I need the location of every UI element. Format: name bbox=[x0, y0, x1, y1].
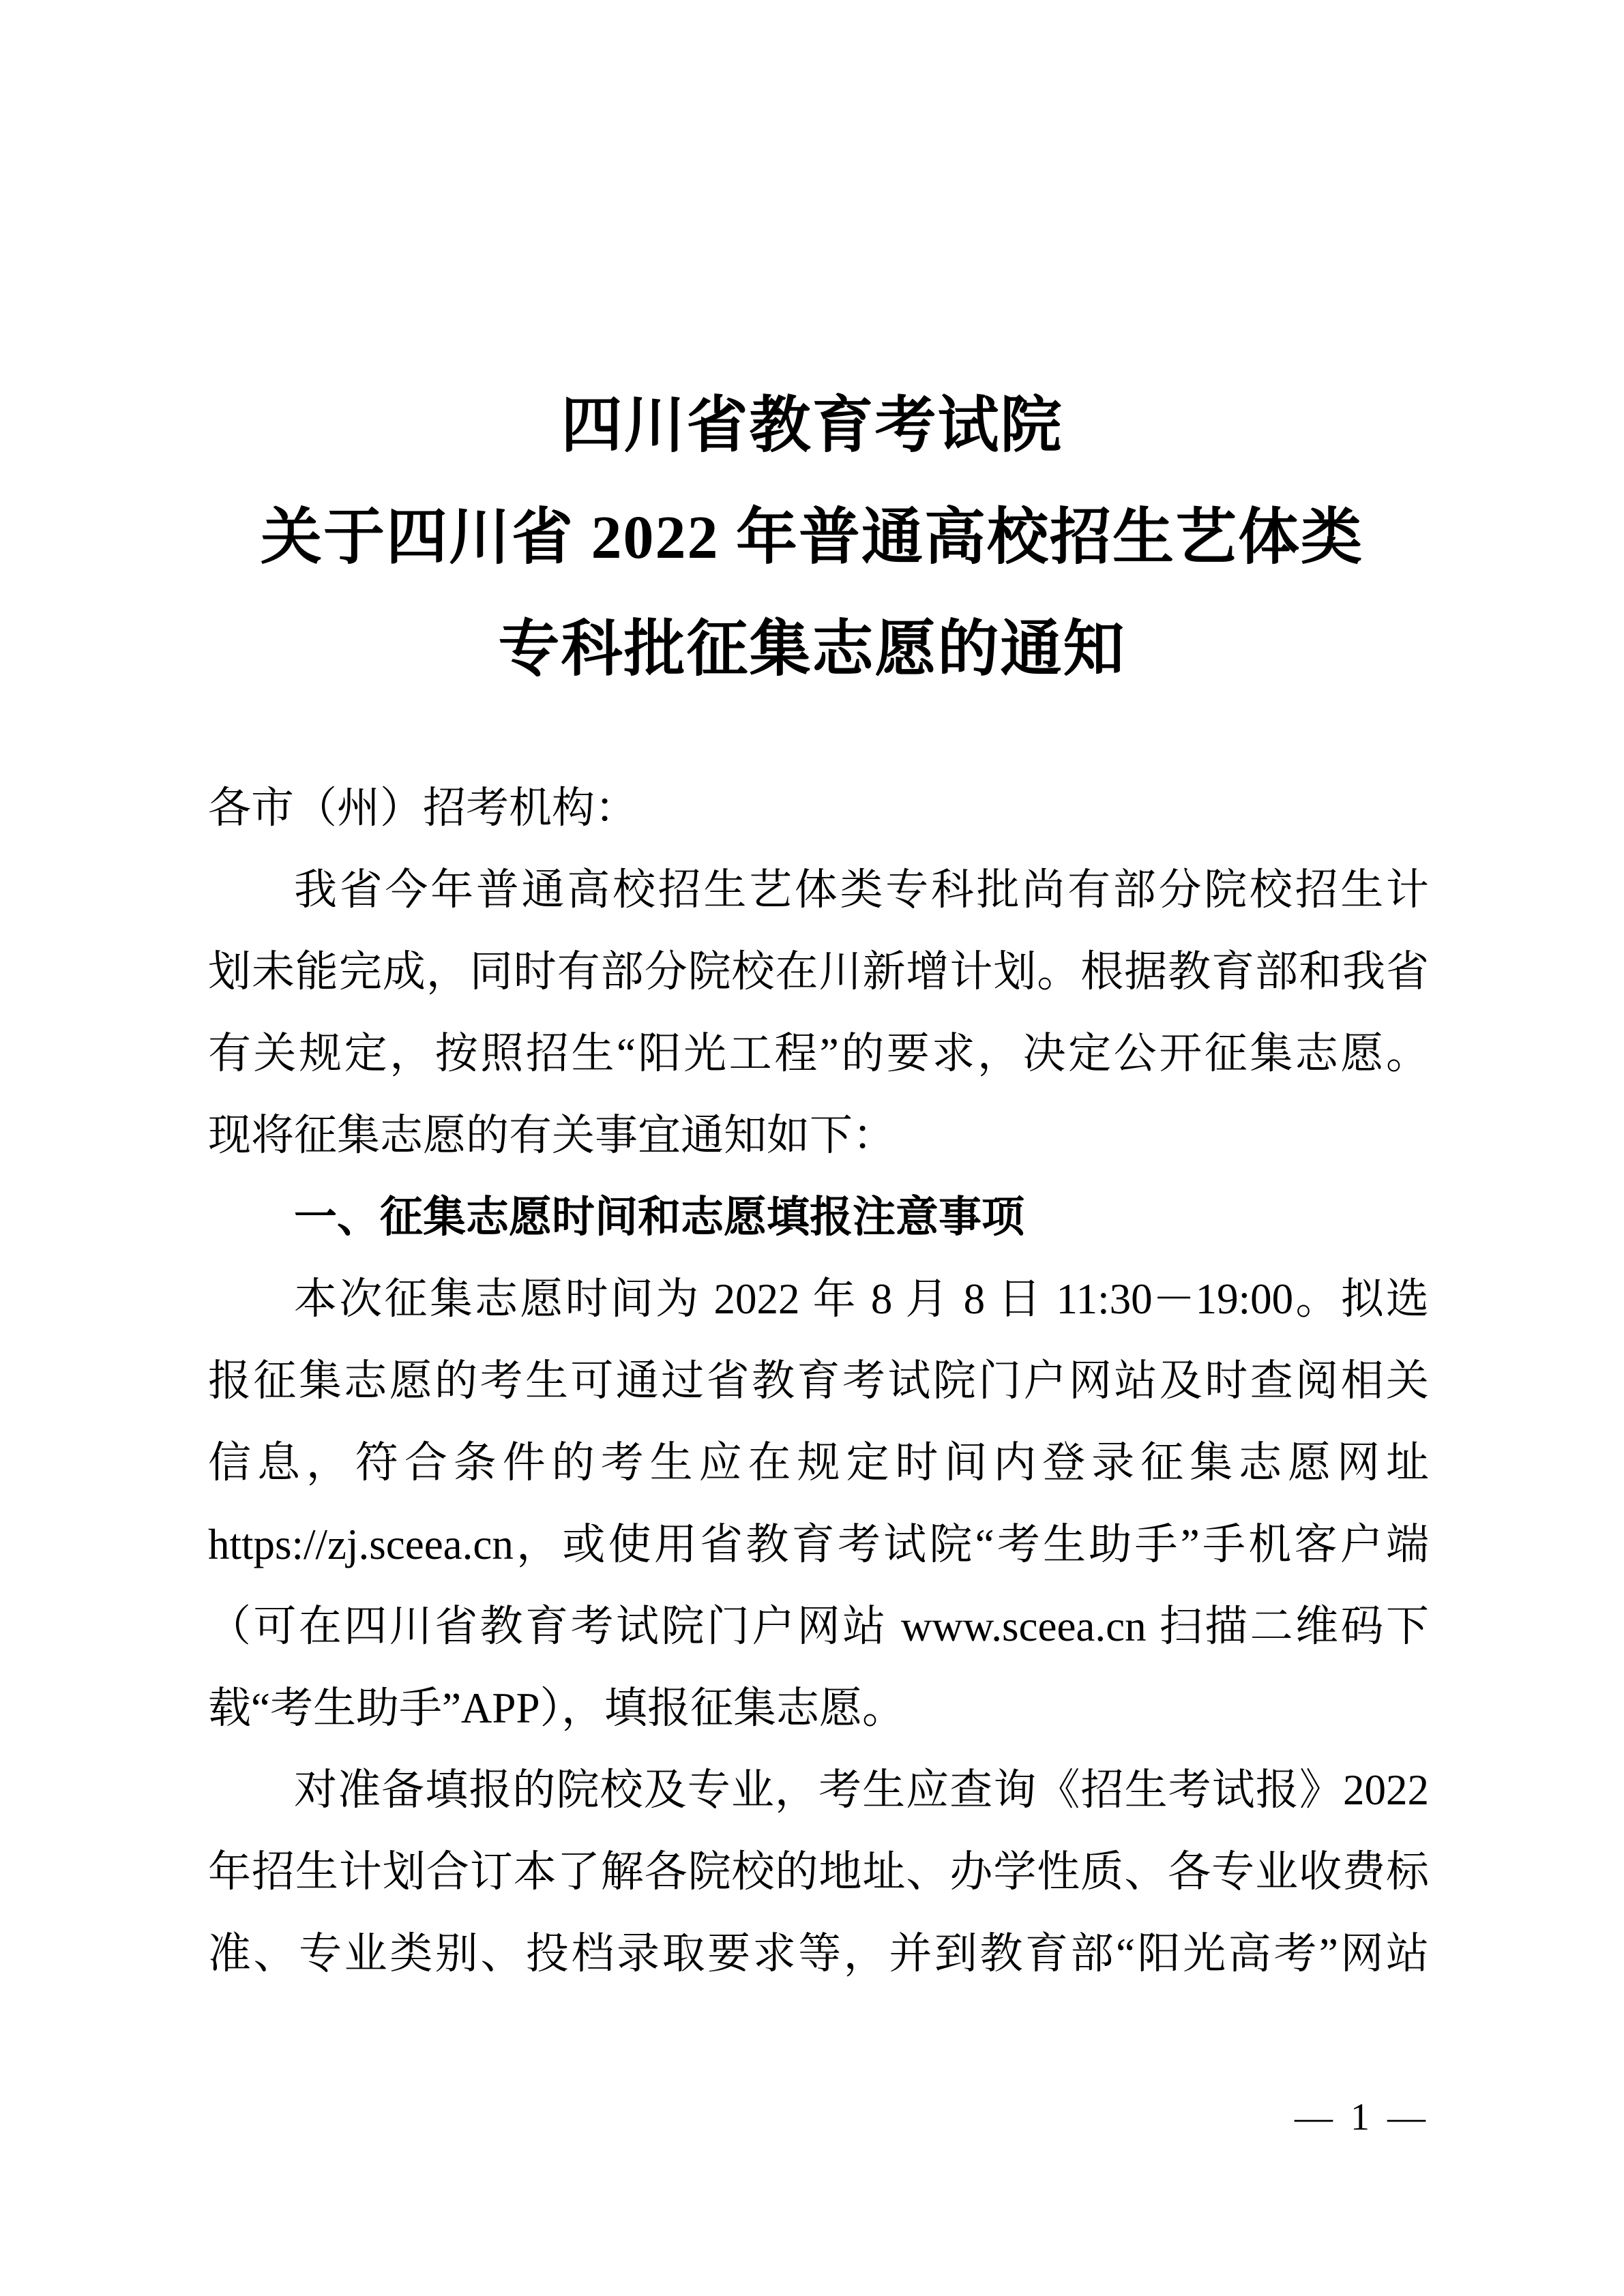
section-heading: 一、征集志愿时间和志愿填报注意事项 bbox=[294, 1193, 1024, 1241]
page-number: — 1 — bbox=[1295, 2096, 1426, 2138]
body-line: 信息，符合条件的考生应在规定时间内登录征集志愿网址 bbox=[208, 1439, 1429, 1487]
body-line: 报征集志愿的考生可通过省教育考试院门户网站及时查阅相关 bbox=[208, 1357, 1429, 1405]
body-line: 现将征集志愿的有关事宜通知如下： bbox=[208, 1112, 896, 1159]
title-line: 关于四川省 2022 年普通高校招生艺体类 bbox=[261, 504, 1363, 571]
body-line: 有关规定，按照招生“阳光工程”的要求，决定公开征集志愿。 bbox=[208, 1030, 1429, 1077]
document-title bbox=[0, 370, 1624, 706]
body-line: （可在四川省教育考试院门户网站 www.sceea.cn 扫描二维码下 bbox=[208, 1602, 1429, 1650]
body-line: 年招生计划合订本了解各院校的地址、办学性质、各专业收费标 bbox=[208, 1848, 1429, 1896]
body-line: 我省今年普通高校招生艺体类专科批尚有部分院校招生计 bbox=[294, 866, 1429, 914]
body-line: 划未能完成，同时有部分院校在川新增计划。根据教育部和我省 bbox=[208, 948, 1429, 996]
document-body bbox=[208, 767, 1429, 1995]
body-line: 对准备填报的院校及专业，考生应查询《招生考试报》2022 bbox=[294, 1766, 1429, 1814]
title-line: 四川省教育考试院 bbox=[561, 392, 1063, 460]
body-line: 本次征集志愿时间为 2022 年 8 月 8 日 11:30－19:00。拟选 bbox=[294, 1275, 1429, 1323]
body-line: 准、专业类别、投档录取要求等，并到教育部“阳光高考”网站 bbox=[208, 1930, 1429, 1978]
body-line: 载“考生助手”APP），填报征集志愿。 bbox=[208, 1684, 905, 1732]
title-line: 专科批征集志愿的通知 bbox=[498, 616, 1126, 683]
body-line: https://zj.sceea.cn，或使用省教育考试院“考生助手”手机客户端 bbox=[208, 1521, 1429, 1568]
salutation: 各市（州）招考机构： bbox=[208, 784, 638, 832]
